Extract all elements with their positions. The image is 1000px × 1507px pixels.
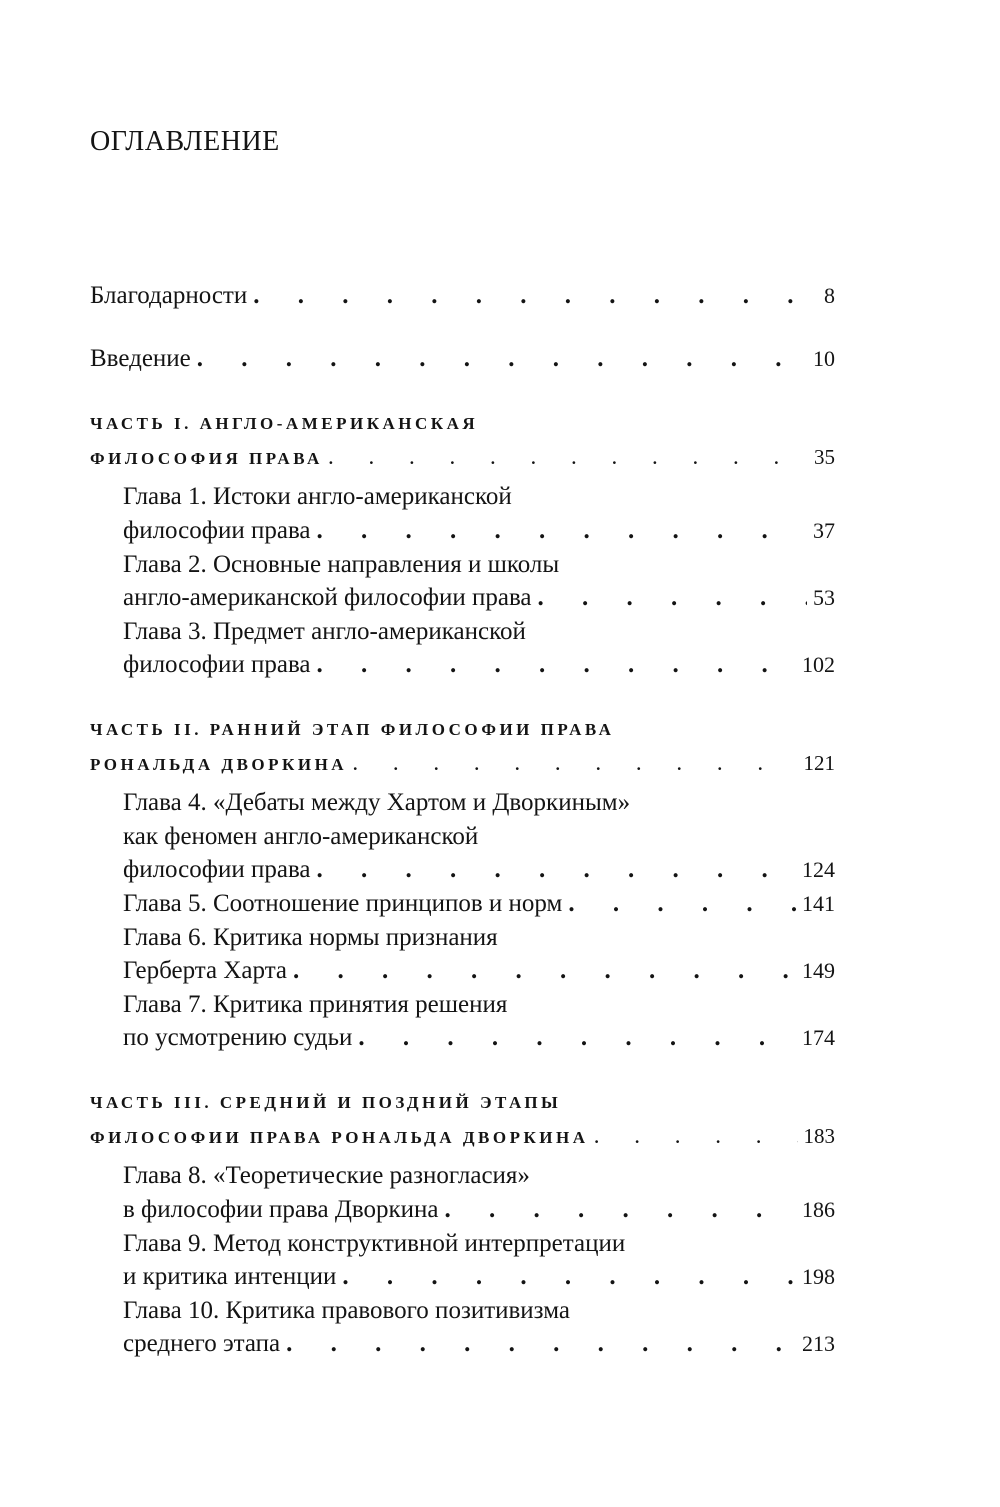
toc-part-1-line1: ЧАСТЬ I. АНГЛО-АМЕРИКАНСКАЯ [90,414,479,433]
toc-chapter-1-line1: Глава 1. Истоки англо-американской [123,483,512,510]
entry-title: Глава 5. Соотношение принципов и норм [123,890,563,917]
toc-chapter-9[interactable] [123,1260,835,1294]
leader-dots [568,887,796,921]
entry-title: среднего этапа [123,1330,281,1357]
page-number: 213 [802,1331,835,1356]
toc-chapter-3-line1: Глава 3. Предмет англо-американской [123,618,526,645]
toc-chapter-6-line1: Глава 6. Критика нормы признания [123,924,498,951]
page-number: 174 [802,1025,835,1050]
toc-chapter-4-line1: Глава 4. «Дебаты между Хартом и Дворкиным» [123,789,631,816]
page-title: ОГЛАВЛЕНИЕ [90,126,280,157]
entry-title: Благодарности [90,282,248,309]
toc-chapter-10-line1: Глава 10. Критика правового позитивизма [123,1297,570,1324]
page-number: 124 [802,857,835,882]
page-number: 198 [802,1264,835,1289]
leader-dots [197,342,807,376]
leader-dots [445,1193,796,1227]
leader-dots [286,1327,796,1361]
leader-dots [317,853,796,887]
entry-title: философии права [123,856,311,883]
entry-title: и критика интенции [123,1263,337,1290]
page-number: 183 [803,1124,835,1148]
toc-entry-acknowledgements[interactable] [90,279,835,313]
page-number: 35 [814,445,835,469]
leader-dots [595,1121,798,1155]
toc-chapter-8[interactable] [123,1193,835,1227]
entry-title: философии права [123,651,311,678]
entry-title: философии права [123,517,311,544]
toc-chapter-4[interactable] [123,853,835,887]
page-number: 121 [803,751,835,775]
entry-title: Герберта Харта [123,957,288,984]
leader-dots [317,648,796,682]
leader-dots [358,1021,796,1055]
entry-title: Введение [90,345,191,372]
page-number: 186 [802,1197,835,1222]
entry-title: РОНАЛЬДА ДВОРКИНА [90,755,348,774]
page-number: 8 [824,283,835,308]
toc-chapter-7[interactable] [123,1021,835,1055]
leader-dots [342,1260,796,1294]
toc-chapter-8-line1: Глава 8. «Теоретические разногласия» [123,1162,530,1189]
leader-dots [329,442,808,476]
leader-dots [353,748,797,782]
leader-dots [538,581,807,615]
toc-part-3[interactable] [90,1119,835,1153]
entry-title: в философии права Дворкина [123,1196,439,1223]
toc-entry-introduction[interactable] [90,342,835,376]
toc-chapter-6[interactable] [123,954,835,988]
toc-chapter-2[interactable] [123,581,835,615]
toc-chapter-9-line1: Глава 9. Метод конструктивной интерпретации [123,1230,626,1257]
toc-chapter-5[interactable] [123,887,835,921]
entry-title: по усмотрению судьи [123,1024,353,1051]
entry-title: англо-американской философии права [123,584,532,611]
toc-chapter-4-line2: как феномен англо-американской [123,823,479,850]
toc-chapter-3[interactable] [123,648,835,682]
entry-title: ФИЛОСОФИИ ПРАВА РОНАЛЬДА ДВОРКИНА [90,1128,589,1147]
toc-part-3-line1: ЧАСТЬ III. СРЕДНИЙ И ПОЗДНИЙ ЭТАПЫ [90,1093,562,1112]
page-number: 149 [802,958,835,983]
toc-part-2-line1: ЧАСТЬ II. РАННИЙ ЭТАП ФИЛОСОФИИ ПРАВА [90,720,615,739]
leader-dots [293,954,796,988]
page-number: 53 [813,585,835,610]
page-number: 37 [813,518,835,543]
toc-part-1[interactable] [90,440,835,474]
leader-dots [253,279,818,313]
page-number: 102 [802,652,835,677]
toc-chapter-7-line1: Глава 7. Критика принятия решения [123,991,508,1018]
page-number: 10 [813,346,835,371]
page-number: 141 [802,891,835,916]
toc-chapter-10[interactable] [123,1327,835,1361]
leader-dots [317,514,807,548]
toc-chapter-1[interactable] [123,514,835,548]
toc-part-2[interactable] [90,746,835,780]
entry-title: ФИЛОСОФИЯ ПРАВА [90,449,323,468]
toc-chapter-2-line1: Глава 2. Основные направления и школы [123,551,560,578]
